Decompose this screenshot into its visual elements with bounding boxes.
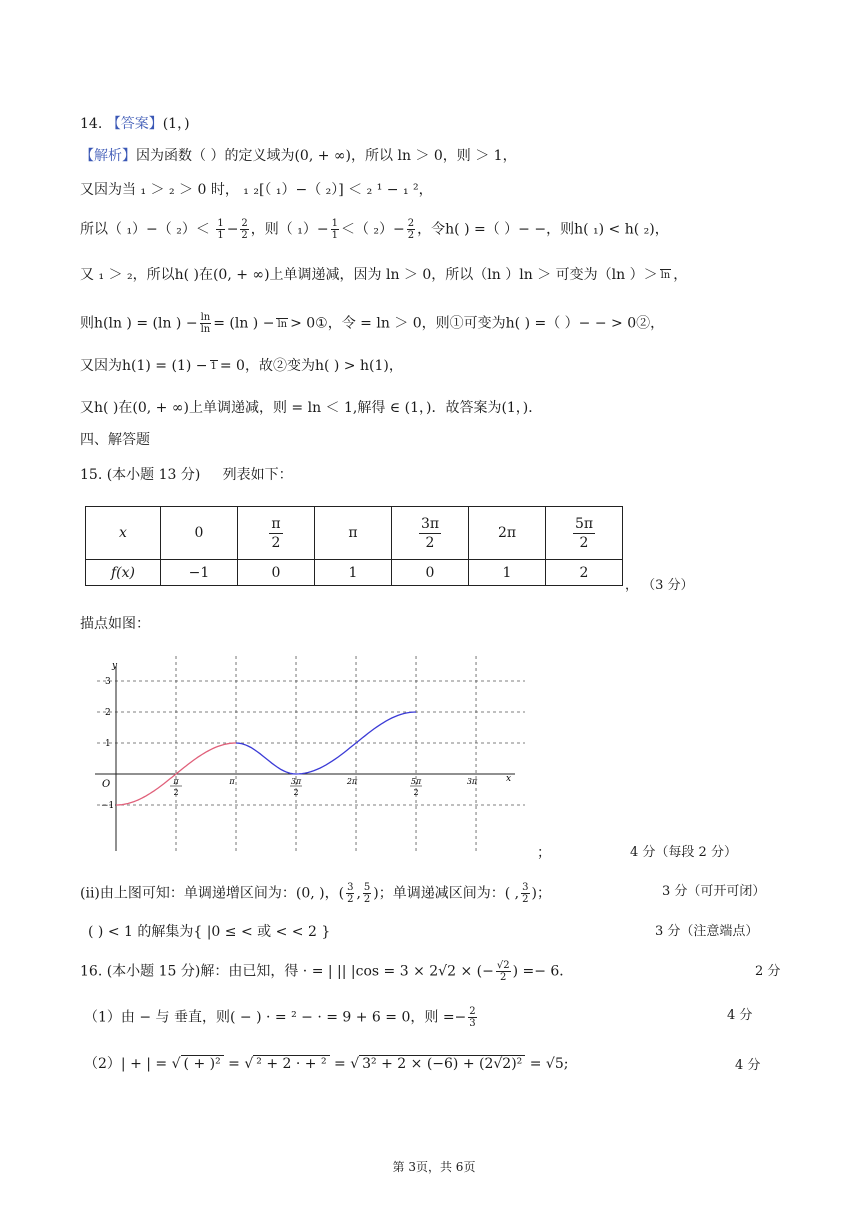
pi-fraction: $\frac{5\pi}{2}$ (574, 515, 594, 551)
table-cell (392, 507, 469, 560)
q14-line-5: 则h(ln ) = (ln ) − $\frac{\ln}{\ln}$ = (ln ) − ln > 0①，令 = ln ＞ 0，则①可变为h( ) =（ ）− − > 0②， (80, 312, 665, 335)
graph-score-sep: ； (537, 845, 551, 861)
table-score: ， （3 分） (625, 578, 694, 593)
q14-line-1: 【解析】因为函数（ ）的定义域为(0, + ∞)，所以 ln ＞ 0，则 ＞ 1， (80, 148, 517, 164)
x-tick-label: 2 (293, 788, 299, 797)
q15-part-ii: (ii)由上图可知：单调递增区间为：(0, )，( $\frac{3}{2}$ , $\frac{5}{2}$ )；单调递减区间为：( , $\frac{3}{2}$ )； (80, 882, 551, 905)
function-graph (85, 656, 525, 856)
fraction: $\frac{5}{2}$ (363, 882, 371, 905)
fraction: 1 (210, 361, 217, 372)
q14-line-6: 又因为h(1) = (1) − 1 = 0，故②变为h( ) > h(1)， (80, 358, 403, 374)
y-tick-label: 2 (105, 708, 111, 718)
fraction: ln (277, 318, 288, 330)
x-tick-label: 2 (173, 788, 179, 797)
fraction: $\frac{2}{2}$ (241, 218, 248, 241)
table-row (86, 560, 623, 586)
y-tick-label: 1 (105, 739, 111, 749)
table-cell: 1 (469, 560, 546, 586)
page-footer: 第 3页，共 6页 (392, 1160, 476, 1174)
table-cell (238, 507, 315, 560)
q15-ii-score: 3 分（可开可闭） (662, 884, 766, 899)
y-axis-label: y (112, 661, 118, 671)
graph-score: 4 分（每段 2 分） (630, 845, 737, 860)
fraction: ln (660, 270, 671, 281)
q14-answer: (1，) (162, 116, 190, 132)
q14-number: 14. (80, 116, 103, 132)
value-table (85, 506, 623, 586)
table-cell: x (86, 507, 161, 560)
q14-header (80, 114, 190, 134)
q14-line-4: 又 ₁ ＞ ₂，所以h( )在(0, + ∞)上单调递减，因为 ln ＞ 0，所以（ln ）ln ＞ 可变为（ln ）＞ ln ， (80, 267, 688, 283)
plot-intro: 描点如图： (80, 616, 150, 632)
y-tick-label: −1 (101, 801, 115, 811)
table-cell: −1 (161, 560, 238, 586)
q16-part-2: （2）| + | = √ ( + )² = √ ² + 2 · + ² = √ 3² + 2 × (−6) + (2√2)² = √5; (84, 1056, 569, 1072)
q15-header: 15. (本小题 13 分) 列表如下： (80, 467, 293, 483)
x-axis-label: x (506, 774, 512, 784)
q14-line-7: 又h( )在(0, + ∞)上单调递减，则 = ln ＜ 1,解得 ∈ (1，)．故答案为(1，)． (80, 400, 543, 416)
q14-line-3: 所以（ ₁）−（ ₂）＜ $\frac{1}{1}$ − $\frac{2}{2}$ ，则（ ₁）− $\frac{1}{1}$ ＜（ ₂）− $\frac{2}{2}$ ，令h( ) =（ ）− −，则h( ₁) < h( ₂)， (80, 218, 669, 241)
x-tick-label: 5π (410, 777, 422, 786)
fraction: $\frac{3}{2}$ (347, 882, 354, 905)
q15-inequality: ( ) < 1 的解集为{ |0 ≤ < 或 < < 2 } (88, 924, 331, 940)
fraction: $\frac{1}{1}$ (331, 218, 338, 241)
table-cell: 0 (392, 560, 469, 586)
q15-ineq-score: 3 分（注意端点） (655, 924, 759, 939)
answer-tag: 【答案】 (106, 116, 163, 132)
x-tick-label: 3π (290, 777, 302, 786)
x-tick-label: 3π (466, 777, 478, 786)
table-cell: 0 (238, 560, 315, 586)
fraction: $\frac{3}{2}$ (522, 882, 529, 905)
fraction: $\frac{2}{3}$ (469, 1006, 476, 1029)
grid (97, 656, 525, 852)
table-cell: 2π (469, 507, 546, 560)
x-tick-label: 2π (346, 777, 358, 786)
fraction: $\frac{\ln}{\ln}$ (200, 312, 211, 335)
table-cell: 0 (161, 507, 238, 560)
fraction: $\frac{2}{2}$ (407, 218, 415, 241)
section-heading: 四、解答题 (80, 432, 150, 448)
analysis-tag: 【解析】 (80, 148, 136, 164)
q16-header: 16. (本小题 15 分)解：由已知，得 · = | || |cos = 3 × 2√2 × (− $\frac{√2}{2}$ ) =− 6． (80, 960, 574, 983)
q16-head-score: 2 分 (755, 964, 781, 979)
x-tick-label: π (173, 777, 179, 786)
table-cell: f(x) (86, 560, 161, 586)
x-tick-label: 2 (413, 788, 419, 797)
fraction: $\frac{1}{1}$ (217, 218, 224, 241)
pi-fraction: $\frac{\pi}{2}$ (271, 515, 281, 551)
x-tick-label: π (229, 777, 235, 786)
table-cell: 2 (546, 560, 623, 586)
table-cell: π (315, 507, 392, 560)
fraction: $\frac{√2}{2}$ (496, 960, 510, 983)
y-tick-label: 3 (105, 677, 111, 687)
q14-line-2: 又因为当 ₁ ＞ ₂ ＞ 0 时， ₁ ₂[（ ₁）−（ ₂）] ＜ ₂ ¹ − ₁ ²， (80, 182, 433, 198)
pi-fraction: $\frac{3\pi}{2}$ (420, 515, 440, 551)
origin-label: O (102, 779, 111, 790)
q16-p2-score: 4 分 (735, 1058, 761, 1073)
q16-part-1: （1）由 − 与 垂直，则( − ) · = ² − · = 9 + 6 = 0，则 =− $\frac{2}{3}$ (84, 1006, 476, 1029)
table-cell: 1 (315, 560, 392, 586)
table-row (86, 507, 623, 560)
q16-p1-score: 4 分 (727, 1008, 753, 1023)
table-cell (546, 507, 623, 560)
